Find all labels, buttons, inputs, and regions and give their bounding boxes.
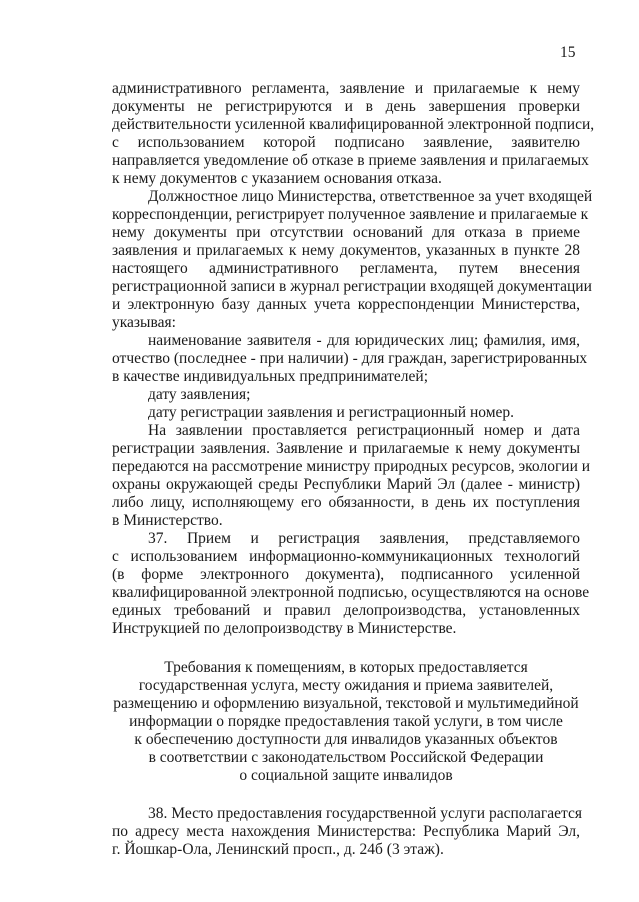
text-line: и электронную базу данных учета корреспонденции Министерства, [112,296,580,313]
text-line: корреспонденции, регистрирует полученное заявление и прилагаемые к [112,206,589,223]
text-line: с использованием которой подписано заявление, заявителю [112,134,580,151]
text-line: отчество (последнее - при наличии) - для граждан, зарегистрированных [112,350,588,367]
text-line: с использованием информационно-коммуникационных технологий [112,548,580,565]
text-line: Инструкцией по делопроизводству в Министерстве. [112,620,457,637]
text-line: дату регистрации заявления и регистрационный номер. [148,404,515,421]
section-heading-line: информации о порядке предоставления такой услуги, в том числе [129,713,563,730]
text-line: к нему документов с указанием основания отказа. [112,170,442,187]
text-line: направляется уведомление об отказе в приеме заявления и прилагаемых [112,152,589,169]
text-line: дату заявления; [148,386,251,403]
section-heading-line: государственная услуга, месту ожидания и приема заявителей, [138,677,554,694]
section-heading-line: Требования к помещениям, в которых предоставляется [164,659,528,676]
section-heading-line: размещению и оформлению визуальной, текстовой и мультимедийной [113,695,579,712]
text-line: действительности усиленной квалифицированной электронной подписи, [112,116,595,133]
text-line: настоящего административного регламента, путем внесения [112,260,580,277]
text-line: либо лицу, исполняющему его обязанности, в день их поступления [112,494,580,511]
text-line: регистрации заявления. Заявление и прилагаемые к нему документы [112,440,580,457]
text-line: документы не регистрируются и в день завершения проверки [112,98,580,115]
text-line: по адресу места нахождения Министерства: Республика Марий Эл, [112,823,580,840]
text-line: охраны окружающей среды Республики Марий Эл (далее - министр) [112,476,580,493]
text-line: (в форме электронного документа), подписанного усиленной [112,566,580,583]
text-line: 38. Место предоставления государственной услуги располагается [148,805,582,822]
section-heading-line: в соответствии с законодательством Российской Федерации [148,749,544,766]
text-line: в Министерство. [112,512,223,529]
text-line: квалифицированной электронной подписью, осуществляются на основе [112,584,590,601]
text-line: указывая: [112,314,176,331]
text-line: заявления и прилагаемых к нему документов, указанных в пункте 28 [112,242,580,259]
section-heading-line: о социальной защите инвалидов [239,767,453,784]
text-line: административного регламента, заявление и прилагаемые к нему [112,80,580,97]
page-number: 15 [560,44,576,61]
text-line: единых требований и правил делопроизводства, установленных [112,602,580,619]
text-line: На заявлении проставляется регистрационный номер и дата [148,422,580,439]
section-heading-line: к обеспечению доступности для инвалидов указанных объектов [134,731,558,748]
text-line: в качестве индивидуальных предпринимателей; [112,368,429,385]
text-line: 37. Прием и регистрация заявления, представляемого [148,530,580,547]
text-line: наименование заявителя - для юридических лиц; фамилия, имя, [148,332,580,349]
text-line: Должностное лицо Министерства, ответственное за учет входящей [148,188,593,205]
text-line: г. Йошкар-Ола, Ленинский просп., д. 24б (3 этаж). [112,841,444,858]
text-line: передаются на рассмотрение министру природных ресурсов, экологии и [112,458,591,475]
text-line: регистрационной записи в журнал регистрации входящей документации [112,278,592,295]
text-line: нему документы при отсутствии оснований для отказа в приеме [112,224,580,241]
